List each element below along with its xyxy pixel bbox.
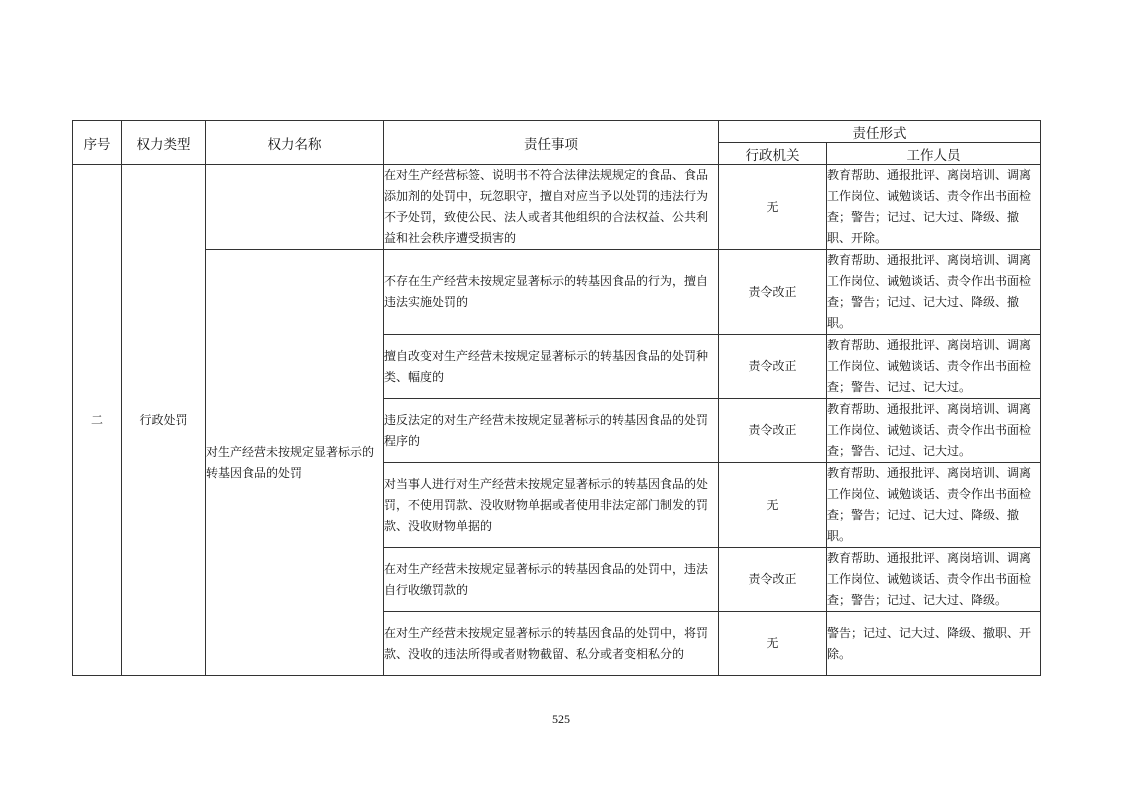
duty-cell: 在对生产经营未按规定显著标示的转基因食品的处罚中，将罚款、没收的违法所得或者财物截留、私分或者变相私分的	[384, 612, 719, 676]
seq-cell: 二	[73, 165, 122, 676]
duty-cell: 对当事人进行对生产经营未按规定显著标示的转基因食品的处罚，不使用罚款、没收财物单据或者使用非法定部门制发的罚款、没收财物单据的	[384, 463, 719, 548]
power-name-empty-cell	[206, 165, 384, 250]
agency-cell: 无	[719, 463, 827, 548]
agency-cell: 无	[719, 165, 827, 250]
responsibility-table	[72, 120, 1041, 676]
staff-cell: 教育帮助、通报批评、离岗培训、调离工作岗位、诫勉谈话、责令作出书面检查；警告；记过、记大过、降级、撤职。	[827, 250, 1041, 335]
staff-cell: 教育帮助、通报批评、离岗培训、调离工作岗位、诫勉谈话、责令作出书面检查；警告、记过、记大过。	[827, 335, 1041, 399]
table-row	[73, 165, 1041, 250]
staff-cell: 教育帮助、通报批评、离岗培训、调离工作岗位、诫勉谈话、责令作出书面检查；警告；记过、记大过、降级、撤职。	[827, 463, 1041, 548]
agency-cell: 无	[719, 612, 827, 676]
agency-cell: 责令改正	[719, 399, 827, 463]
page-number: 525	[552, 712, 570, 726]
header-seq: 序号	[73, 121, 122, 165]
header-duty: 责任事项	[384, 121, 719, 165]
duty-cell: 不存在生产经营未按规定显著标示的转基因食品的行为，擅自违法实施处罚的	[384, 250, 719, 335]
staff-cell: 教育帮助、通报批评、离岗培训、调离工作岗位、诫勉谈话、责令作出书面检查；警告、记过、记大过。	[827, 399, 1041, 463]
header-power-type: 权力类型	[122, 121, 206, 165]
duty-cell: 擅自改变对生产经营未按规定显著标示的转基因食品的处罚种类、幅度的	[384, 335, 719, 399]
agency-cell: 责令改正	[719, 335, 827, 399]
header-staff: 工作人员	[827, 143, 1041, 165]
header-responsibility-form: 责任形式	[719, 121, 1041, 143]
agency-cell: 责令改正	[719, 250, 827, 335]
agency-cell: 责令改正	[719, 548, 827, 612]
duty-cell: 违反法定的对生产经营未按规定显著标示的转基因食品的处罚程序的	[384, 399, 719, 463]
header-agency: 行政机关	[719, 143, 827, 165]
staff-cell: 警告；记过、记大过、降级、撤职、开除。	[827, 612, 1041, 676]
staff-cell: 教育帮助、通报批评、离岗培训、调离工作岗位、诫勉谈话、责令作出书面检查；警告；记过、记大过、降级。	[827, 548, 1041, 612]
power-type-cell: 行政处罚	[122, 165, 206, 676]
duty-cell: 在对生产经营未按规定显著标示的转基因食品的处罚中，违法自行收缴罚款的	[384, 548, 719, 612]
table-row	[73, 250, 1041, 335]
power-name-cell: 对生产经营未按规定显著标示的转基因食品的处罚	[206, 250, 384, 676]
duty-cell: 在对生产经营标签、说明书不符合法律法规规定的食品、食品添加剂的处罚中，玩忽职守，擅自对应当予以处罚的违法行为不予处罚，致使公民、法人或者其他组织的合法权益、公共利益和社会秩序遭受损害的	[384, 165, 719, 250]
staff-cell: 教育帮助、通报批评、离岗培训、调离工作岗位、诫勉谈话、责令作出书面检查；警告；记过、记大过、降级、撤职、开除。	[827, 165, 1041, 250]
header-power-name: 权力名称	[206, 121, 384, 165]
